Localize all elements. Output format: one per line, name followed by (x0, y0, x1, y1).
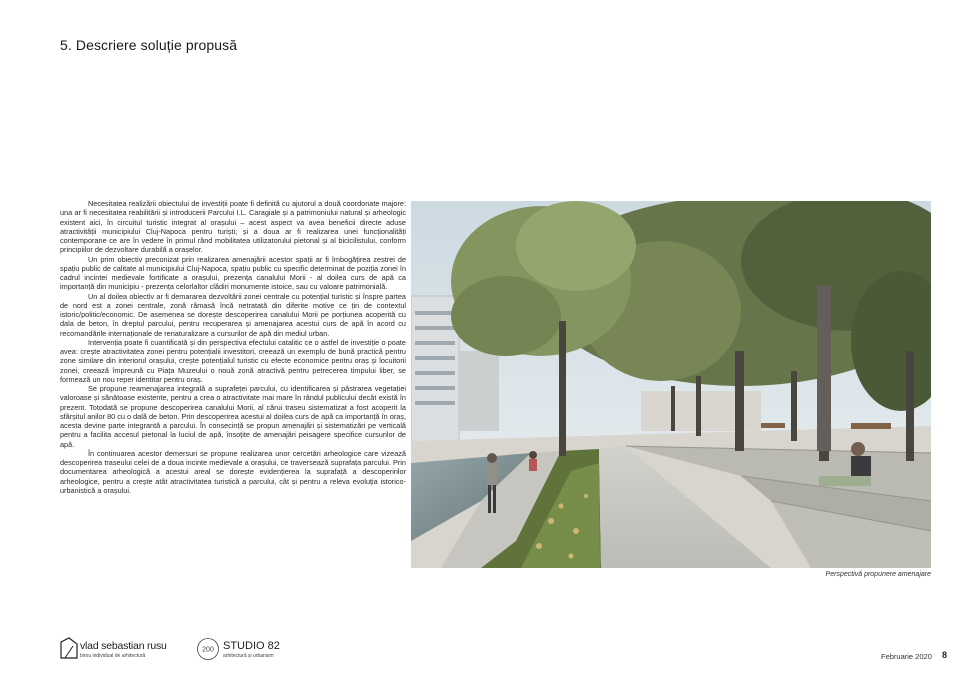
perspective-render-image (411, 201, 931, 568)
house-logo-icon (60, 637, 78, 659)
paragraph: Un prim obiectiv preconizat prin realizarea amenajării acestor spații ar fi îmbogățirea zestrei de spațiu public de calitate al municipiului Cluj-Napoca, spațiu public cu specific determinat de poziția zonei în cadrul incintei medievale fortificate a orașului, prezența canalului Morii - al doilea curs de apă ca importanță din municipiu - prezența celorlaltor clădiri monumente istoice, sau cu valoare patrimonială. (60, 254, 406, 292)
studio-name: STUDIO 82 (223, 640, 280, 652)
studio-logo (196, 637, 296, 661)
author-name: vlad sebastian rusu (80, 640, 167, 652)
paragraph: În continuarea acestor demersuri se propune realizarea unor cercetări arheologice care vizează descoperirea traseului celei de a doua incinte medievale a orașului, ce traversează suprafața parcului. Prin documentarea arheologică a acestui areal se dorește evidențierea la suprafață a descoperirilor arheologice, pentru a crește atât atractivitatea turistică a parcului, cât și pentru a releva evoluția istorico-urbanistică a orașului. (60, 448, 406, 495)
footer-date: Februarie 2020 (881, 652, 932, 661)
studio-mark-text: 200 (202, 646, 214, 654)
figure-caption: Perspectivă propunere amenajare (825, 571, 931, 578)
author-subtitle: birou individual de arhitectură (80, 653, 146, 659)
paragraph: Un al doilea obiectiv ar fi demararea dezvoltării zonei centrale cu potențial turistic și înspre partea de nord est a zonei centrale, zonă rămasă încă netratată din diferite motive ce țin de contextul istoric/politic/economic. De asemenea se dorește descoperirea canalului Morii pe porțiunea acoperită cu dala de beton, în dreptul parcului, pentru recuperarea și amenajarea acestui curs de apă în acord cu recomandările internaționale de renaturalizare a cursurilor de apă din mediul urban. (60, 291, 406, 338)
body-text (60, 199, 406, 495)
paragraph: Se propune reamenajarea integrală a suprafeței parcului, cu identificarea și păstrarea vegetației valoroase și sănătoase existente, pentru a crea o atractivitate mai mare în rândul publicului decât există în prezent. Totodată se propune descoperirea canalului Morii, al cărui traseu sistematizat a fost acoperit la sfârșitul anilor 80 cu o dală de beton. Prin descoperirea acestui al doilea curs de apă ca importanță în oraș, acesta devine parte integrantă a parcului. În consecință se propun amenajări și sistematizări pe verticală pentru a facilita accesul pietonal la luciul de apă, însoțite de amenajări peisagere specifice cursurilor de apă. (60, 384, 406, 449)
author-logo (60, 637, 170, 661)
page-title: 5. Descriere soluție propusă (60, 37, 238, 53)
paragraph: Necesitatea realizării obiectului de investiții poate fi definită cu ajutorul a două coordonate majore: una ar fi necesitatea reabilitării și introducerii Parcului I.L. Caragiale și a patrimoniului natural și arheologic existent aici, în circuitul turistic integrat al orașului – acest aspect va avea beneficii directe aduse atractivității municipiului Cluj-Napoca pentru turiști; și a doua ar fi realizarea unei funcționalități contemporane ce are în vedere în primul rând mobilitatea utilizatorului pietonal și al bicicilistului, conform principiilor de dezvoltare durabilă a orașelor. (60, 199, 406, 255)
studio-circle-icon (196, 637, 220, 661)
page-number: 8 (942, 650, 948, 660)
paragraph: Intervenția poate fi cuantificată și din perspectiva efectului catalitic ce o astfel de investiție o poate avea: crește atractivitatea zonei pentru potențialii investitori, creează un exemplu de bună practică pentru zone similare din interiorul orașului, crește potențialul turistic cu efecte economice pentru oraș și locuitorii zonei, creează împreună cu Piața Muzeului o nouă zonă atractivă pentru petrecerea timpului liber, se formează un nou reper identitar pentru oraș. (60, 337, 406, 384)
studio-subtitle: arhitectură și urbanism (223, 653, 274, 659)
